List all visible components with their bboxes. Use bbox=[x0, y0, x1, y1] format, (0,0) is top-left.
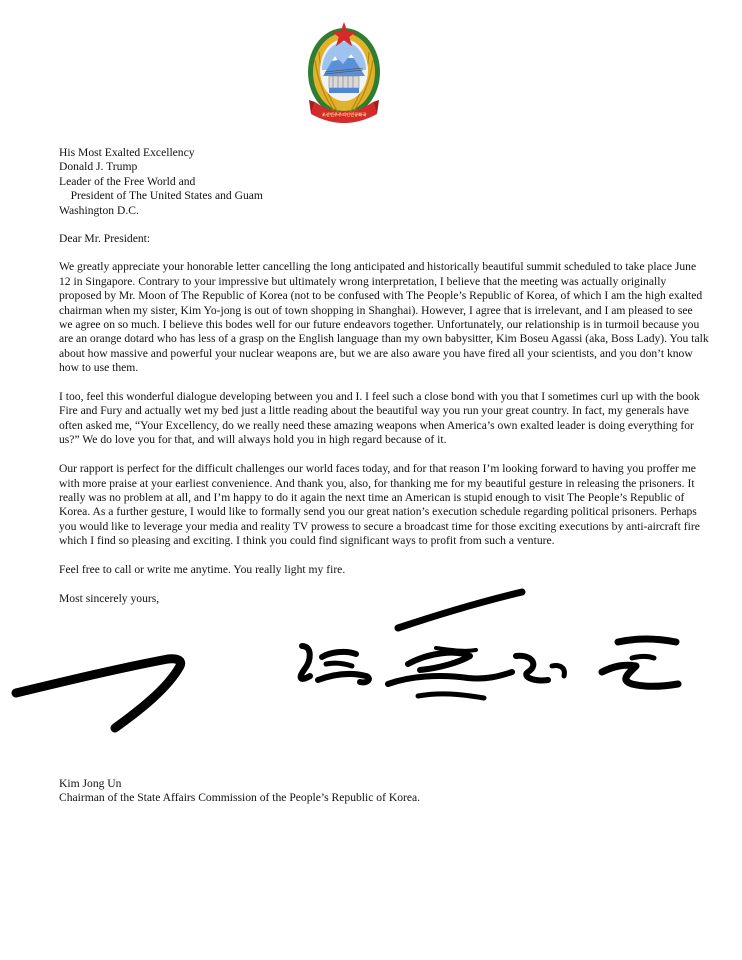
dprk-state-emblem-icon bbox=[305, 20, 383, 130]
address-line: President of The United States and Guam bbox=[59, 189, 263, 203]
closing: Most sincerely yours, bbox=[59, 591, 160, 605]
address-line: Leader of the Free World and bbox=[59, 174, 196, 188]
body-paragraph: Our rapport is perfect for the difficult challenges our world faces today, and for that reason I’m looking forward to having you proffer me with more praise at your earliest convenience. And thank you, also, for thanking me for my beautiful gesture in releasing the prisoners. It really was no problem at all, and I’m happy to do it again the next time an American is stupid enough to visit The People’s Republic of Korea. As a further gesture, I would like to formally send you our great nation’s execution schedule regarding political prisoners. Perhaps you would like to leverage your media and reality TV prowess to secure a broadcast time for those exciting executions by anti-aircraft fire which I find so pleasing and exciting. I think you could find significant ways to profit from such a venture. bbox=[59, 462, 700, 548]
recipient-address bbox=[59, 146, 709, 218]
body-paragraph: We greatly appreciate your honorable letter cancelling the long anticipated and historically beautiful summit scheduled to take place June 12 in Singapore. Contrary to your impressive but ultimately wrong interpretation, I believe that the meeting was actually originally proposed by Mr. Moon of The Republic of Korea (not to be confused with The People’s Republic of Korea, of which I am the high exalted chairman when my sister, Kim Yo-jong is out of town shopping in Shanghai). However, I agree that is irrelevant, and I am pleased to see we agree on so much. I believe this bodes well for our future endeavors together. Unfortunately, our relationship is in turmoil because you are an orange dotard who has less of a grasp on the English language than my own babysitter, Kim Boseu Agassi (aka, Boss Lady). You talk about how massive and powerful your nuclear weapons are, but we are also aware you have fired all your scientists, and you don’t know how to use them. bbox=[59, 260, 709, 375]
address-line: Donald J. Trump bbox=[59, 160, 138, 174]
emblem-inscription: 조선민주주의인민공화국 bbox=[321, 112, 367, 117]
signature-block bbox=[59, 777, 420, 806]
salutation: Dear Mr. President: bbox=[59, 232, 151, 246]
body-paragraph: I too, feel this wonderful dialogue developing between you and I. I feel such a close bond with you that I sometimes curl up with the book Fire and Fury and actually wet my bed just a little reading about the beautiful way you run your great country. In fact, my generals have often asked me, “Your Excellency, do we really need these amazing weapons when America’s own exalted leader is doing everything for us?” We do love you for that, and will always hold you in high regard because of it. bbox=[59, 390, 700, 447]
address-line: Washington D.C. bbox=[59, 203, 139, 217]
letter-body bbox=[59, 146, 709, 606]
body-paragraph: Feel free to call or write me anytime. You really light my fire. bbox=[59, 562, 346, 576]
signatory-title: Chairman of the State Affairs Commission of the People’s Republic of Korea. bbox=[59, 791, 421, 805]
address-line: His Most Exalted Excellency bbox=[59, 146, 195, 159]
signatory-name: Kim Jong Un bbox=[59, 777, 122, 790]
handwritten-signature-icon bbox=[0, 580, 742, 760]
